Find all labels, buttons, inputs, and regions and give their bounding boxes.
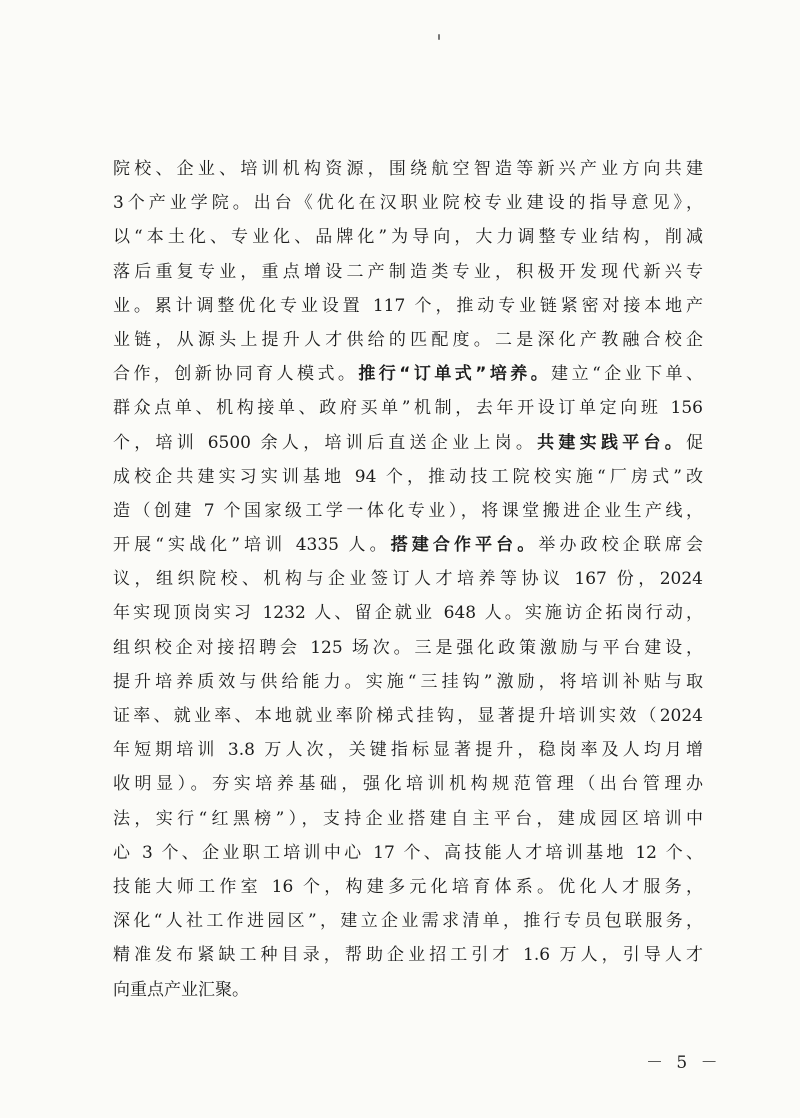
text-line	[113, 323, 703, 357]
text-line	[113, 733, 703, 767]
text-segment: 落后重复专业，重点增设二产制造类专业，积极开发现代新兴专	[113, 261, 703, 282]
text-segment: 深化“人社工作进园区”，建立企业需求清单，推行专员包联服务，	[113, 911, 703, 932]
text-segment: 组织校企对接招聘会 125 场次。三是强化政策激励与平台建设，	[113, 637, 703, 658]
text-line	[113, 460, 703, 494]
text-line	[113, 255, 703, 289]
text-segment: 造（创建 7 个国家级工学一体化专业），将课堂搬进企业生产线，	[113, 500, 703, 521]
text-segment: 个，培训 6500 余人，培训后直送企业上岗。	[113, 432, 538, 453]
text-segment: 心 3 个、企业职工培训中心 17 个、高技能人才培训基地 12 个、	[113, 842, 703, 863]
text-line	[113, 938, 703, 972]
text-line	[113, 836, 703, 870]
text-segment: 法，实行“红黑榜”），支持企业搭建自主平台，建成园区培训中	[113, 808, 703, 829]
text-line	[113, 870, 703, 904]
text-line	[113, 391, 703, 425]
text-line	[113, 767, 703, 801]
text-line	[113, 494, 703, 528]
page-number: － 5 －	[646, 1053, 722, 1073]
bold-heading-text: 搭建合作平台。	[390, 535, 539, 556]
text-line	[113, 289, 703, 323]
text-line	[113, 665, 703, 699]
text-segment: 建立“企业下单、	[551, 364, 703, 385]
text-line	[113, 186, 703, 220]
text-segment: 群众点单、机构接单、政府买单”机制，去年开设订单定向班 156	[113, 398, 703, 419]
text-line	[113, 220, 703, 254]
bold-heading-text: 共建实践平台。	[537, 432, 687, 453]
text-line	[113, 973, 703, 1007]
text-segment: 举办政校企联席会	[538, 535, 703, 556]
text-line	[113, 426, 703, 460]
text-line	[113, 631, 703, 665]
text-segment: 业。累计调整优化专业设置 117 个，推动专业链紧密对接本地产	[113, 295, 703, 316]
text-segment: 年短期培训 3.8 万人次，关键指标显著提升，稳岗率及人均月增	[113, 740, 703, 761]
text-line	[113, 699, 703, 733]
text-segment: 成校企共建实习实训基地 94 个，推动技工院校实施“厂房式”改	[113, 466, 703, 487]
text-segment: 收明显）。夯实培养基础，强化培训机构规范管理（出台管理办	[113, 774, 703, 795]
text-line	[113, 357, 703, 391]
text-segment: 合作，创新协同育人模式。	[113, 364, 359, 385]
text-segment: 议，组织院校、机构与企业签订人才培养等协议 167 份，2024	[113, 569, 703, 590]
text-line	[113, 596, 703, 630]
text-segment: 提升培养质效与供给能力。实施“三挂钩”激励，将培训补贴与取	[113, 671, 703, 692]
text-line	[113, 152, 703, 186]
text-line	[113, 802, 703, 836]
text-segment: 年实现顶岗实习 1232 人、留企就业 648 人。实施访企拓岗行动，	[113, 603, 703, 624]
text-segment: 技能大师工作室 16 个，构建多元化培育体系。优化人才服务，	[113, 876, 703, 897]
bold-heading-text: 推行“订单式”培养。	[358, 364, 552, 385]
text-line	[113, 562, 703, 596]
text-line	[113, 528, 703, 562]
text-segment: 精准发布紧缺工种目录，帮助企业招工引才 1.6 万人，引导人才	[113, 945, 703, 966]
text-segment: 以“本土化、专业化、品牌化”为导向，大力调整专业结构，削减	[113, 227, 703, 248]
text-segment: 证率、就业率、本地就业率阶梯式挂钩，显著提升培训实效（2024	[113, 706, 703, 726]
body-paragraph	[113, 152, 703, 1007]
text-line	[113, 904, 703, 938]
text-segment: 院校、企业、培训机构资源，围绕航空智造等新兴产业方向共建	[113, 159, 703, 179]
text-segment: 3个产业学院。出台《优化在汉职业院校专业建设的指导意见》，	[113, 193, 703, 214]
text-segment: 促	[686, 432, 703, 453]
text-segment: 向重点产业汇聚。	[113, 979, 249, 1000]
scan-speck	[438, 34, 440, 40]
text-segment: 开展“实战化”培训 4335 人。	[113, 535, 391, 556]
text-segment: 业链，从源头上提升人才供给的匹配度。二是深化产教融合校企	[113, 329, 703, 350]
